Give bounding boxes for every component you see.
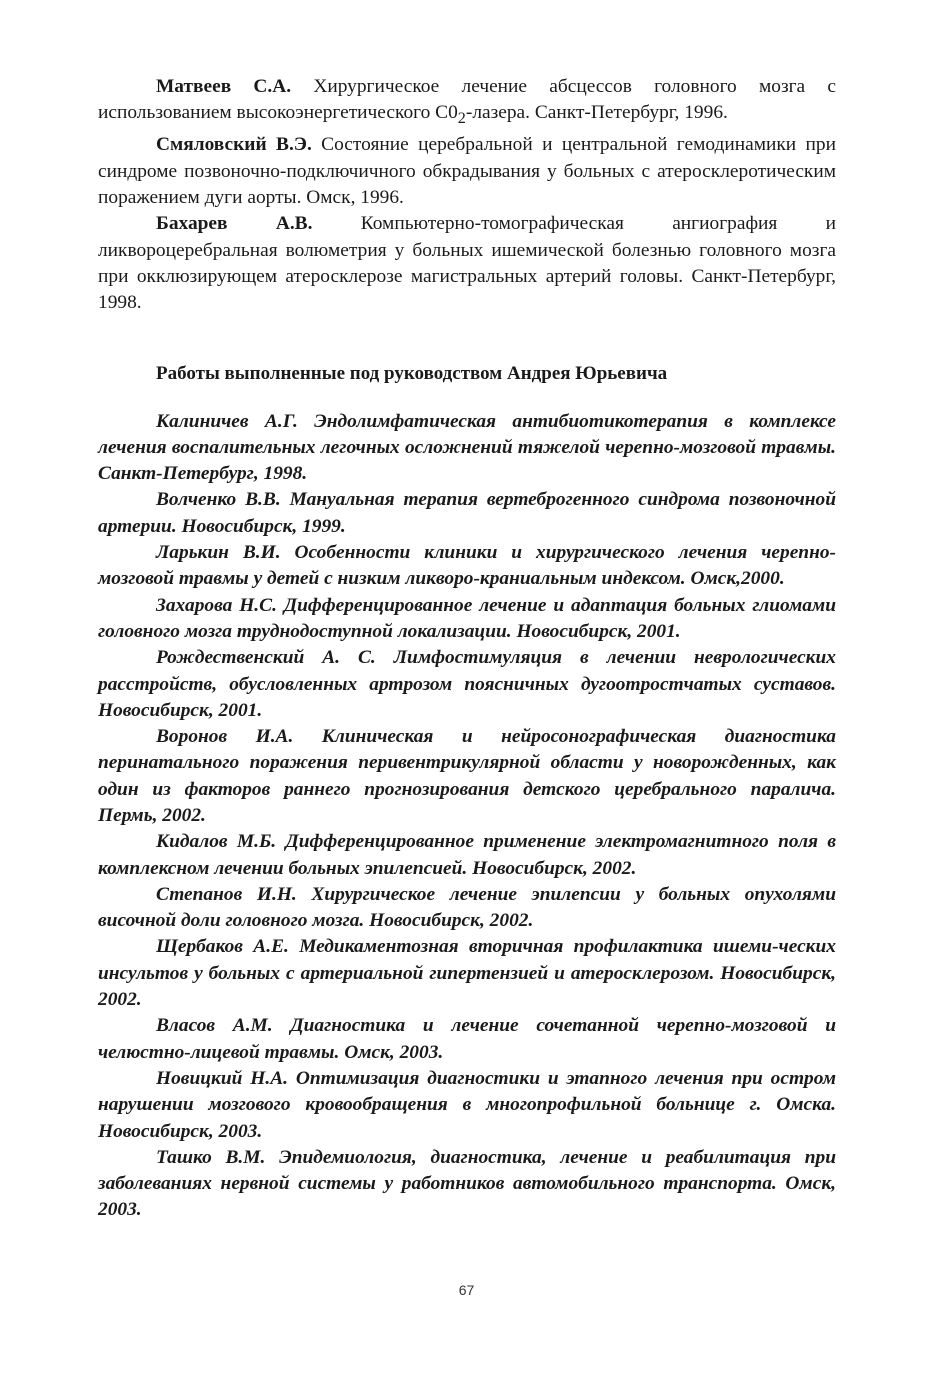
entry-author: Бахарев А.В.: [156, 213, 313, 235]
entry-author: Матвеев С.А.: [156, 76, 292, 97]
entry-text: Компьютерно-томографическая ангиография и ликвороцеребральная волюметрия у больных ишемической болезнью головного мозга при окклюзирующем атеросклерозе магистральных артерий головы. Санкт-Петербург, 1998.: [98, 213, 836, 314]
list-item: Щербаков А.Е. Медикаментозная вторичная профилактика ишеми-ческих инсультов у больных с артериальной гипертензией и атеросклерозом. Новосибирск, 2002.: [98, 936, 836, 1011]
entry-subscript: 2: [457, 110, 466, 128]
entry-text: Хирургическое лечение абсцессов головного мозга с использованием высокоэнергетического С0: [98, 76, 836, 124]
bibliography-entry: [98, 211, 836, 316]
list-item: Власов А.М. Диагностика и лечение сочетанной черепно-мозговой и челюстно-лицевой травмы. Омск, 2003.: [98, 1015, 836, 1063]
section-heading: Работы выполненные под руководством Андрея Юрьевича: [156, 362, 668, 384]
list-item: Волченко В.В. Мануальная терапия вертеброгенного синдрома позвоночной артерии. Новосибирск, 1999.: [98, 489, 836, 537]
list-item: Калиничев А.Г. Эндолимфатическая антибиотикотерапия в комплексе лечения воспалительных легочных осложнений тяжелой черепно-мозговой травмы. Санкт-Петербург, 1998.: [98, 410, 836, 485]
list-item: Захарова Н.С. Дифференцированное лечение и адаптация больных глиомами головного мозга труднодоступной локализации. Новосибирск, 2001.: [98, 594, 836, 642]
list-item: Ларькин В.И. Особенности клиники и хирургического лечения черепно-мозговой травмы у детей с низким ликворо-краниальным индексом. Омск,2000.: [98, 542, 836, 590]
list-item: Кидалов М.Б. Дифференцированное применение электромагнитного поля в комплексном лечении больных эпилепсией. Новосибирск, 2002.: [98, 831, 836, 879]
entry-author: Смяловский В.Э.: [156, 134, 312, 156]
page-number: 67: [458, 1282, 475, 1298]
supervised-works-list: [98, 409, 836, 1224]
entry-text: -лазера. Санкт-Петербург, 1996.: [465, 102, 728, 124]
bibliography-entry: [98, 74, 836, 132]
list-item: Ташко В.М. Эпидемиология, диагностика, лечение и реабилитация при заболеваниях нервной системы у работников автомобильного транспорта. Омск, 2003.: [98, 1146, 836, 1221]
list-item: Воронов И.А. Клиническая и нейросонографическая диагностика перинатального поражения перивентрикулярной области у новорожденных, как один из факторов раннего прогнозирования детского церебрального паралича. Пермь, 2002.: [98, 726, 836, 826]
list-item: Новицкий Н.А. Оптимизация диагностики и этапного лечения при остром нарушении мозгового кровообращения в многопрофильной больнице г. Омска. Новосибирск, 2003.: [98, 1067, 836, 1142]
list-item: Степанов И.Н. Хирургическое лечение эпилепсии у больных опухолями височной доли головного мозга. Новосибирск, 2002.: [98, 883, 836, 932]
list-item: Рождественский А. С. Лимфостимуляция в лечении неврологических расстройств, обусловленных артрозом поясничных дугоотростчатых суставов. Новосибирск, 2001.: [98, 647, 836, 721]
entry-text: Состояние церебральной и центральной гемодинамики при синдроме позвоночно-подключичного обкрадывания у больных с атеросклеротическим поражением дуги аорты. Омск, 1996.: [98, 134, 836, 209]
bibliography-entry: [98, 132, 836, 211]
text-column: [98, 74, 836, 1224]
